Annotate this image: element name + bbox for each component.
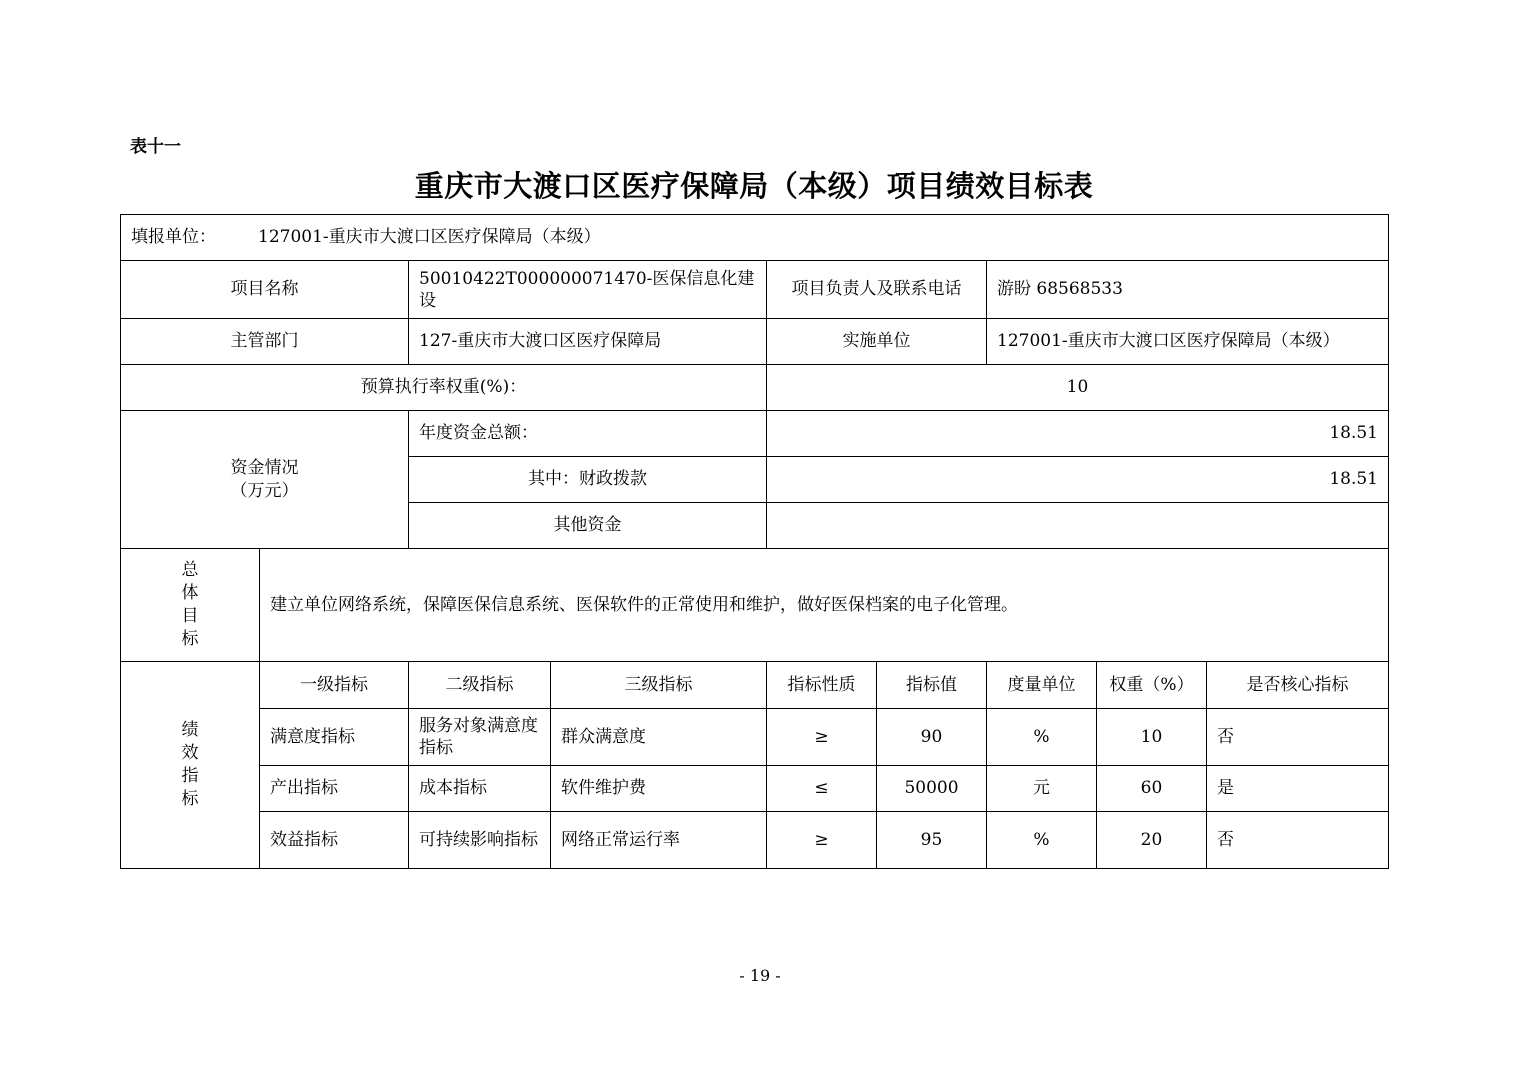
cell-level2: 成本指标 xyxy=(409,766,551,812)
overall-goal-char: 体 xyxy=(181,583,199,603)
document-title: 重庆市大渡口区医疗保障局（本级）项目绩效目标表 xyxy=(414,169,1094,203)
overall-goal-row xyxy=(121,549,1389,662)
funds-unit: （万元） xyxy=(230,480,299,501)
performance-char: 效 xyxy=(181,743,199,763)
table-label: 表十一 xyxy=(130,137,181,157)
page-number: - 19 - xyxy=(739,966,781,985)
indicator-header-row xyxy=(121,662,1389,709)
filing-unit-cell xyxy=(121,215,1389,261)
header-level3: 三级指标 xyxy=(551,662,767,709)
budget-weight-label: 预算执行率权重(%)： xyxy=(121,365,767,411)
cell-level1: 效益指标 xyxy=(260,812,409,869)
cell-level2: 服务对象满意度指标 xyxy=(409,709,551,766)
performance-char: 绩 xyxy=(181,720,199,740)
indicator-row xyxy=(121,709,1389,766)
cell-level1: 满意度指标 xyxy=(260,709,409,766)
cell-nature: ≥ xyxy=(767,812,877,869)
funds-fiscal-label: 其中：财政拨款 xyxy=(409,457,767,503)
department-value: 127-重庆市大渡口区医疗保障局 xyxy=(409,319,767,365)
cell-level1: 产出指标 xyxy=(260,766,409,812)
funds-other-label: 其他资金 xyxy=(409,503,767,549)
cell-nature: ≥ xyxy=(767,709,877,766)
cell-value: 90 xyxy=(877,709,987,766)
funds-total-label: 年度资金总额： xyxy=(409,411,767,457)
department-label: 主管部门 xyxy=(121,319,409,365)
cell-weight: 20 xyxy=(1097,812,1207,869)
cell-unit: 元 xyxy=(987,766,1097,812)
cell-weight: 10 xyxy=(1097,709,1207,766)
filing-unit-row xyxy=(121,215,1389,261)
header-nature: 指标性质 xyxy=(767,662,877,709)
cell-nature: ≤ xyxy=(767,766,877,812)
cell-level3: 软件维护费 xyxy=(551,766,767,812)
cell-unit: % xyxy=(987,812,1097,869)
header-level1: 一级指标 xyxy=(260,662,409,709)
indicator-row xyxy=(121,812,1389,869)
funds-label-cell xyxy=(121,411,409,549)
cell-value: 95 xyxy=(877,812,987,869)
header-value: 指标值 xyxy=(877,662,987,709)
cell-level3: 网络正常运行率 xyxy=(551,812,767,869)
header-weight: 权重（%） xyxy=(1097,662,1207,709)
performance-label xyxy=(121,662,260,869)
performance-char: 指 xyxy=(181,766,199,786)
cell-core: 是 xyxy=(1207,766,1389,812)
implementing-unit-label: 实施单位 xyxy=(767,319,987,365)
project-name-label: 项目名称 xyxy=(121,261,409,319)
budget-weight-row xyxy=(121,365,1389,411)
project-manager-label: 项目负责人及联系电话 xyxy=(767,261,987,319)
overall-goal-char: 目 xyxy=(181,606,199,626)
cell-unit: % xyxy=(987,709,1097,766)
header-core: 是否核心指标 xyxy=(1207,662,1389,709)
overall-goal-label xyxy=(121,549,260,662)
filing-unit-value: 127001-重庆市大渡口区医疗保障局（本级） xyxy=(258,227,601,247)
performance-target-table xyxy=(120,214,1389,869)
header-unit: 度量单位 xyxy=(987,662,1097,709)
cell-core: 否 xyxy=(1207,709,1389,766)
project-row xyxy=(121,261,1389,319)
cell-value: 50000 xyxy=(877,766,987,812)
funds-total-row xyxy=(121,411,1389,457)
funds-total-value: 18.51 xyxy=(767,411,1389,457)
filing-unit-label: 填报单位： xyxy=(131,227,216,247)
project-manager-value: 游盼 68568533 xyxy=(987,261,1389,319)
cell-level2: 可持续影响指标 xyxy=(409,812,551,869)
cell-level3: 群众满意度 xyxy=(551,709,767,766)
overall-goal-char: 标 xyxy=(181,629,199,649)
funds-label: 资金情况 xyxy=(230,457,299,478)
funds-other-value xyxy=(767,503,1389,549)
performance-char: 标 xyxy=(181,789,199,809)
overall-goal-char: 总 xyxy=(181,560,199,580)
department-row xyxy=(121,319,1389,365)
header-level2: 二级指标 xyxy=(409,662,551,709)
overall-goal-text: 建立单位网络系统，保障医保信息系统、医保软件的正常使用和维护，做好医保档案的电子化管理。 xyxy=(260,549,1389,662)
cell-core: 否 xyxy=(1207,812,1389,869)
implementing-unit-value: 127001-重庆市大渡口区医疗保障局（本级） xyxy=(987,319,1389,365)
funds-fiscal-value: 18.51 xyxy=(767,457,1389,503)
project-name-value: 50010422T000000071470-医保信息化建设 xyxy=(409,261,767,319)
budget-weight-value: 10 xyxy=(767,365,1389,411)
cell-weight: 60 xyxy=(1097,766,1207,812)
indicator-row xyxy=(121,766,1389,812)
